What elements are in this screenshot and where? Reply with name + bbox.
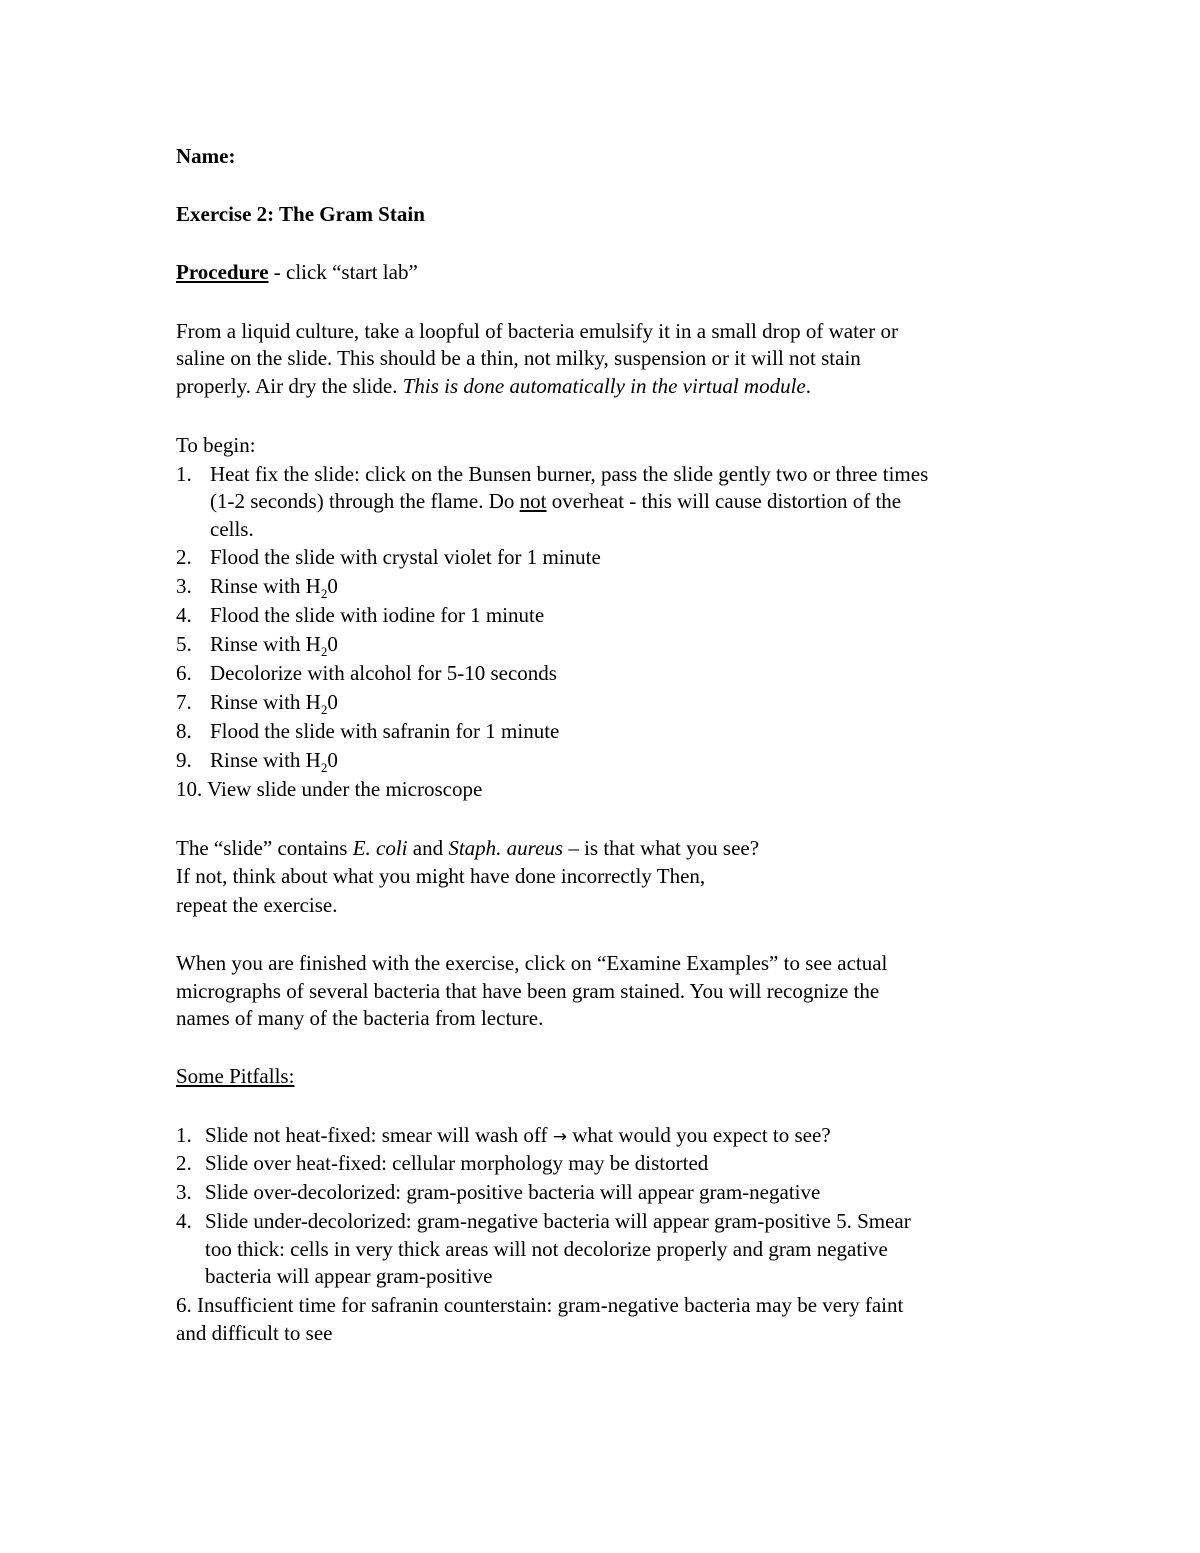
step-1-line-2 [210,487,901,515]
pitfall-text: Slide under-decolorized: gram-negative bacteria will appear gram-positive 5. Smear [205,1209,911,1233]
step-text: Heat fix the slide: click on the Bunsen burner, pass the slide gently two or three times [210,462,929,486]
step-number: 8. [176,719,192,743]
procedure-heading-line [176,258,418,286]
step-text: Rinse with H [210,690,321,714]
step-text: Decolorize with alcohol for 5-10 seconds [210,661,557,685]
pitfall-text: Slide over heat-fixed: cellular morphology may be distorted [205,1151,709,1175]
exercise-title: Exercise 2: The Gram Stain [176,202,425,226]
pitfall-6-line-2: and difficult to see [176,1321,333,1345]
pitfall-text: Slide not heat-fixed: smear will wash off [205,1123,553,1147]
finish-line-1: When you are finished with the exercise, click on “Examine Examples” to see actual [176,951,888,975]
subscript: 2 [320,702,328,718]
right-arrow-icon: → [552,1127,568,1147]
step-text: 0 [327,632,338,656]
check-line-2: If not, think about what you might have done incorrectly Then, [176,864,706,888]
pitfalls-heading: Some Pitfalls: [176,1064,295,1088]
step-text: 0 [327,690,338,714]
pitfall-number: 3. [176,1180,192,1204]
step-text: View slide under the microscope [202,777,483,801]
step-number: 3. [176,574,192,598]
steps-intro: To begin: [176,433,256,457]
check-line-1 [176,834,759,862]
pitfall-number: 1. [176,1123,192,1147]
step-number: 6. [176,661,192,685]
species-name: Staph. aureus [448,836,564,860]
intro-line-3 [176,372,811,400]
step-text: Rinse with H [210,574,321,598]
step-text: 0 [327,748,338,772]
name-label: Name: [176,144,236,168]
step-8 [176,717,559,745]
intro-line-3-italic: This is done automatically in the virtual module [402,374,806,398]
step-text: Flood the slide with safranin for 1 minute [210,719,560,743]
step-2 [176,543,601,571]
pitfall-3 [176,1178,820,1206]
check-text: and [407,836,449,860]
not-emphasis: not [519,489,547,513]
intro-line-1: From a liquid culture, take a loopful of bacteria emulsify it in a small drop of water or [176,319,898,343]
pitfall-4 [176,1207,911,1235]
check-text: The “slide” contains [176,836,353,860]
pitfall-number: 2. [176,1151,192,1175]
step-text: overheat - this will cause distortion of the [546,489,902,513]
step-number: 5. [176,632,192,656]
step-text: Rinse with H [210,632,321,656]
step-9 [176,746,338,774]
step-5 [176,630,338,658]
step-text: Flood the slide with iodine for 1 minute [210,603,545,627]
step-10 [176,775,482,803]
subscript: 2 [320,586,328,602]
step-7 [176,688,338,716]
check-line-3: repeat the exercise. [176,893,338,917]
check-text: – is that what you see? [563,836,760,860]
subscript: 2 [320,644,328,660]
step-number: 10. [176,777,203,801]
pitfall-text: Slide over-decolorized: gram-positive bacteria will appear gram-negative [205,1180,821,1204]
pitfall-text: what would you expect to see? [567,1123,831,1147]
step-text: (1-2 seconds) through the flame. Do [210,489,520,513]
pitfall-4-line-3: bacteria will appear gram-positive [205,1264,493,1288]
pitfall-4-line-2: too thick: cells in very thick areas will not decolorize properly and gram negative [205,1237,888,1261]
step-4 [176,601,544,629]
step-number: 7. [176,690,192,714]
pitfall-number: 4. [176,1209,192,1233]
subscript: 2 [320,760,328,776]
step-number: 1. [176,462,192,486]
finish-line-2: micrographs of several bacteria that have been gram stained. You will recognize the [176,979,880,1003]
procedure-heading: Procedure [176,260,269,284]
step-number: 2. [176,545,192,569]
step-number: 9. [176,748,192,772]
step-text: Flood the slide with crystal violet for 1 minute [210,545,601,569]
step-3 [176,572,338,600]
step-1-line-3: cells. [210,517,254,541]
pitfall-6: 6. Insufficient time for safranin counterstain: gram-negative bacteria may be very faint [176,1293,904,1317]
finish-line-3: names of many of the bacteria from lecture. [176,1006,544,1030]
procedure-instruction: - click “start lab” [268,260,418,284]
intro-line-3-end: . [805,374,811,398]
species-name: E. coli [352,836,408,860]
intro-line-3-text: properly. Air dry the slide. [176,374,403,398]
step-6 [176,659,557,687]
pitfall-1 [176,1121,831,1151]
step-text: 0 [327,574,338,598]
pitfall-2 [176,1149,708,1177]
step-text: Rinse with H [210,748,321,772]
step-1 [176,460,928,488]
intro-line-2: saline on the slide. This should be a thin, not milky, suspension or it will not stain [176,346,861,370]
step-number: 4. [176,603,192,627]
